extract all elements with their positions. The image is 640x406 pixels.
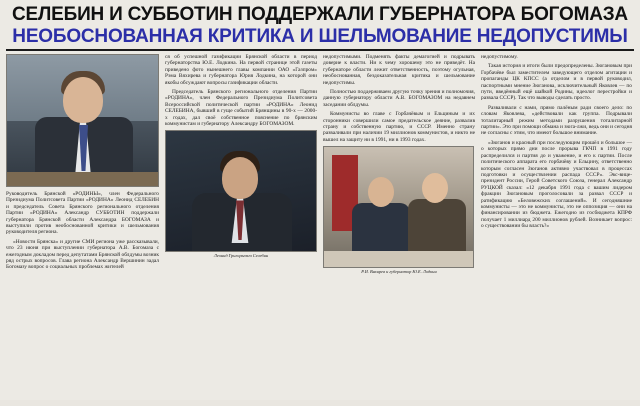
paragraph: Разваливали с нами, прямо палёным ради своего дело: по словам Яковлева, «действовали как группа. Подрывали тоталитарный режим методами разрушения тоталитарной партии». Это при помощи обмана и зюга-лжи, ведь они и сегодня не согласны с этим, что имеют большое внимание. [481, 104, 632, 137]
paragraph: недопустимому. [481, 54, 518, 60]
paragraph: Коммунисты во главе с Горбачёвым и Ельциным и их сторонники совершили самое предательское деяние, развалив страну и собственную партию, и СССР. Именно страну разваливали при наличии 19 миллионов коммунистов, и никто не вышел на защиту ни в 1991, ни в 1993 годах. [323, 111, 475, 143]
headline-block [6, 4, 634, 51]
article-columns [6, 54, 634, 406]
paragraph: «Новости Брянска» и другие СМИ региона уже рассказывали, что 23 июня при выступлении губернатора А.В. Богомаза с ежегодным докладом перед депутатами Брянской облдумы возник ряд острых вопросов. Глава региона Александр Вершинин задал Богомазу вопрос о социальных проблемах жителей [6, 238, 159, 271]
paragraph: Такая история и итоги были предопределены. Зюгановым при Горбачёве был заместителем заведующего отделом агитации и пропаганды ЦК КПСС (а отделом и в первой руководил, паспортными мнение Зюганова, исключительный Яковлев — по пути, введённый ещё шайкой Родины, идеолог перестройки и развала СССР). Так что выводы сделать просто. [481, 63, 632, 102]
paragraph: «Зюганов и красный при последующим прошёл и большое — о которых прямо дни после прорыва ГКЧП в 1991 году распределился и партия до и уважение, и его к партии. После политического аппарата его горбачёву и Ельцину, ответственно которым согласен Зюганов активно участвовал в процессах подготовки и осуществлении распада СССР». Экс-вице-президент России, Герой Советского Союза, генерал Александр РУЦКОЙ сказал: «12 декабря 1991 года с вашим лидером фракции Зюгановым проголосовали за развал СССР и ратификацию «Беловежских соглашений». И сегодняшние коммунисты — это не коммунисты, это не оппозиция — они на финансировании из бюджета. Ежегодно из госбюджета КПРФ получает 1 миллиард 200 миллионов рублей. Возникает вопрос: о существовании бы власть?» [481, 139, 632, 230]
vyakhirev-lodkin-photo [323, 146, 474, 268]
headline-line-1: СЕЛЕБИН И СУББОТИН ПОДДЕРЖАЛИ ГУБЕРНАТОРА БОГОМАЗА [12, 4, 628, 25]
paragraph: ся об успешной газификации Брянской области в период губернаторства Ю.Е. Лодкина. На первой странице этой газеты приведено фото нынешнего главы компании ОАО «Газпром» Рэма Вяхирева и губернатора Юрия Лодкина, на которой они якобы обсуждают вопросы газификации области. [165, 54, 317, 86]
column-4-text [481, 54, 632, 230]
photo-figure-head [63, 77, 103, 123]
column-1 [6, 54, 159, 406]
column-4 [481, 54, 632, 406]
photo-caption-vyakhirev-lodkin: Р.И. Вяхирев и губернатор Ю.Е. Лодкин [361, 269, 437, 275]
column-1-text [6, 191, 159, 271]
photo-caption-selebin: Леонид Григорьевич Селебин [213, 253, 269, 259]
column-3 [323, 54, 475, 406]
paragraph: Руководитель Брянской «РОДИНЫ», член Федерального Президиума Политсовета Партии «РОДИНА» Леонид СЕЛЕБИН и председатель Совета Брянского регионального отделения Партии «РОДИНА» Александр СУББОТИН поддержали губернатора Брянской области Александра БОГОМАЗА и выступили против необоснованной критики и шельмования руководителя региона. [6, 191, 159, 236]
photo-figure-desk [7, 172, 158, 186]
column-2-text-top [165, 54, 317, 127]
column-3-text-top [323, 54, 475, 143]
paragraph: Председатель Брянского регионального отделения Партии «РОДИНА», член Федерального Президиума Политсовета Всероссийской политической партии «РОДИНА» Леонид СЕЛЕБИНА, бывший в гуще событий Брянщины в 90-х — 2000-х годах, дал своё собственное пояснение по брянским коммунистам и губернатору Александру БОГОМАЗОМ. [165, 89, 317, 128]
column-2 [165, 54, 317, 406]
portrait-selebin-photo [165, 130, 317, 252]
headline-line-2: НЕОБОСНОВАННАЯ КРИТИКА И ШЕЛЬМОВАНИЕ НЕДОПУСТИМЫ [12, 26, 628, 47]
paragraph: недопустимыми. Подменять факты демагогией и подрывать доверие к власти. Ни к чему хорошему это не приведёт. На губернаторе области лежит ответственность, поэтому огульная, необоснованная, бездоказательная критика и шельмование недопустимы. [323, 54, 475, 86]
portrait-governor-photo [6, 54, 159, 187]
photo-table [324, 251, 473, 267]
paragraph: Полностью поддерживаем другую точку зрения и полномочия, данную губернатору области А.В. БОГОМАЗОМ на недавнем заседании облдумы. [323, 89, 475, 108]
photo-figure-head [222, 157, 258, 199]
